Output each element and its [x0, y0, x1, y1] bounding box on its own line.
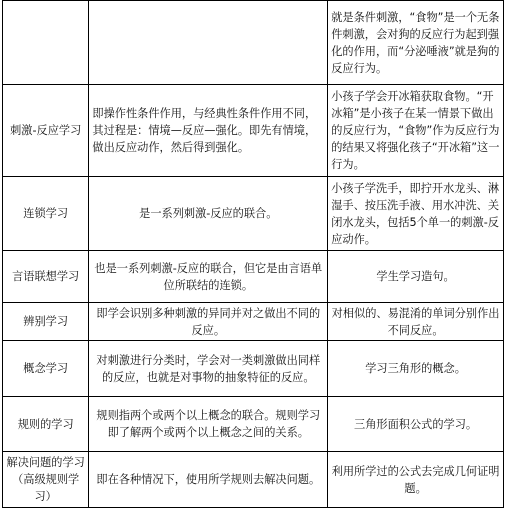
example-cell: 就是条件刺激，“食物”是一个无条件刺激，会对狗的反应行为起到强化的作用，而“分泌唾液”就是狗的反应行为。: [328, 1, 504, 85]
example-cell: 学生学习造句。: [328, 251, 504, 303]
example-cell: 学习三角形的概念。: [328, 341, 504, 397]
table-row: [3, 85, 504, 177]
learning-type-cell: [3, 1, 89, 85]
learning-type-cell: 概念学习: [3, 341, 89, 397]
learning-type-cell: 连锁学习: [3, 177, 89, 251]
definition-cell: 是一系列刺激-反应的联合。: [89, 177, 328, 251]
example-cell: 对相似的、易混淆的单词分别作出不同反应。: [328, 303, 504, 341]
table-row: [3, 397, 504, 452]
example-cell: 利用所学过的公式去完成几何证明题。: [328, 452, 504, 508]
definition-cell: 规则指两个或两个以上概念的联合。规则学习即了解两个或两个以上概念之间的关系。: [89, 397, 328, 452]
table-row: [3, 303, 504, 341]
example-cell: 小孩子学会开冰箱获取食物。“开冰箱”是小孩子在某一情景下做出的反应行为，“食物”作为反应行为的结果又将强化孩子“开冰箱”这一行为。: [328, 85, 504, 177]
table-row: [3, 341, 504, 397]
table-row: [3, 177, 504, 251]
definition-cell: [89, 1, 328, 85]
learning-type-cell: 言语联想学习: [3, 251, 89, 303]
table-row: [3, 1, 504, 85]
learning-types-table: [2, 0, 504, 508]
table-row: [3, 452, 504, 508]
learning-type-cell: 解决问题的学习（高级规则学习）: [3, 452, 89, 508]
definition-cell: 对刺激进行分类时，学会对一类刺激做出同样的反应，也就是对事物的抽象特征的反应。: [89, 341, 328, 397]
definition-cell: 即在各种情况下，使用所学规则去解决问题。: [89, 452, 328, 508]
example-cell: 三角形面积公式的学习。: [328, 397, 504, 452]
learning-type-cell: 辨别学习: [3, 303, 89, 341]
definition-cell: 即学会识别多种刺激的异同并对之做出不同的反应。: [89, 303, 328, 341]
learning-type-cell: 刺激-反应学习: [3, 85, 89, 177]
example-cell: 小孩子学洗手，即拧开水龙头、淋湿手、按压洗手液、用水冲洗、关闭水龙头，包括5个单一的刺激-反应动作。: [328, 177, 504, 251]
learning-type-cell: 规则的学习: [3, 397, 89, 452]
definition-cell: 即操作性条件作用，与经典性条件作用不同，其过程是：情境—反应—强化。即先有情境，做出反应动作，然后得到强化。: [89, 85, 328, 177]
table-row: [3, 251, 504, 303]
definition-cell: 也是一系列刺激-反应的联合，但它是由言语单位所联结的连锁。: [89, 251, 328, 303]
